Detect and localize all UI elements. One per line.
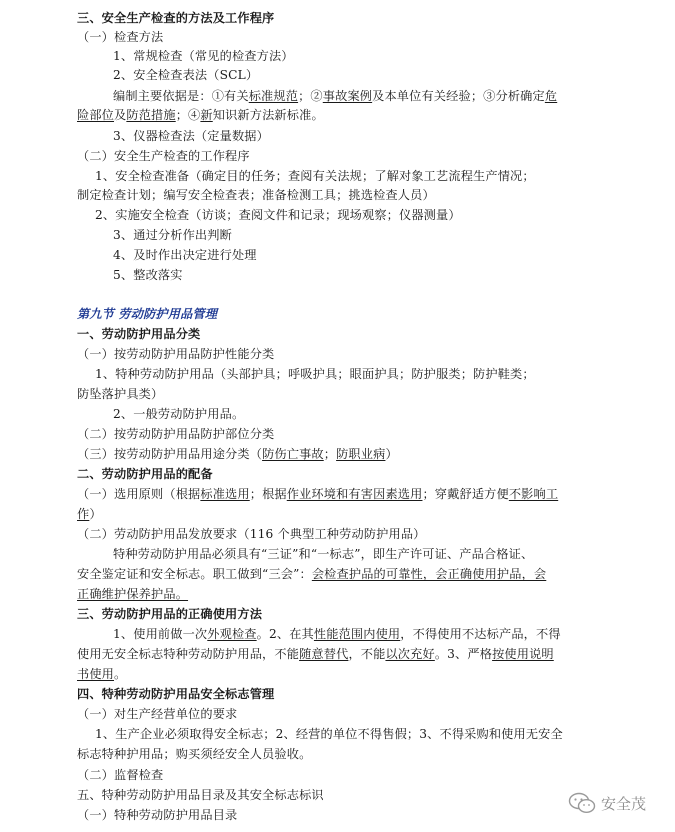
text-segment: 及 — [114, 108, 127, 122]
text-segment: ） — [89, 507, 102, 521]
text-line — [77, 306, 217, 322]
text-segment: 4、及时作出决定进行处理 — [113, 248, 257, 262]
text-line — [95, 168, 535, 184]
text-segment: 3、通过分析作出判断 — [113, 228, 232, 242]
text-line — [77, 346, 274, 362]
text-segment: 1、使用前做一次 — [113, 627, 208, 641]
text-line — [77, 446, 398, 462]
text-line — [77, 606, 262, 622]
text-line — [113, 546, 533, 562]
text-line — [113, 626, 561, 642]
text-line — [77, 486, 558, 502]
text-segment: 2、安全检查表法（SCL） — [113, 68, 259, 82]
text-line — [77, 466, 213, 482]
text-segment: 编制主要依据是：①有关 — [113, 89, 249, 103]
watermark — [568, 792, 646, 814]
text-segment: （二）劳动防护用品发放要求（116 个典型工种劳动防护用品） — [77, 527, 426, 541]
text-line — [77, 586, 188, 602]
text-segment: 二、劳动防护用品的配备 — [77, 467, 213, 481]
underlined-text: 不影响工 — [508, 487, 559, 501]
text-line — [77, 107, 324, 123]
text-line — [77, 767, 163, 783]
text-segment: （三）按劳动防护用品用途分类（ — [77, 447, 263, 461]
underlined-text: 以次充好 — [385, 647, 435, 661]
underlined-text: 险部位 — [77, 108, 115, 122]
text-segment: 五、特种劳动防护用品目录及其安全标志标识 — [77, 788, 324, 802]
underlined-text: 性能范围内使用 — [313, 627, 401, 641]
text-line — [113, 67, 258, 83]
text-segment: 知识新方法新标准。 — [212, 108, 324, 122]
text-segment: 防坠落护具类） — [77, 387, 164, 401]
text-line — [95, 726, 563, 742]
text-line — [113, 48, 294, 64]
text-segment: 安全鉴定证和安全标志。职工做到“三会”： — [77, 567, 312, 581]
text-line — [77, 426, 274, 442]
text-segment: （一）按劳动防护用品防护性能分类 — [77, 347, 275, 361]
text-segment: ；② — [298, 89, 323, 103]
text-segment: ；穿戴舒适方便 — [422, 487, 509, 501]
underlined-text: 会检查护品的可靠性，会正确使用护品，会 — [311, 567, 547, 581]
text-segment: 1、生产企业必须取得安全标志；2、经营的单位不得售假；3、不得采购和使用无安全 — [95, 727, 563, 741]
text-segment: 。 — [114, 667, 127, 681]
text-segment: 第九节 劳动防护用品管理 — [77, 307, 218, 321]
text-segment: （一）特种劳动防护用品目录 — [77, 808, 238, 822]
text-segment: 及本单位有关经验；③分析确定 — [372, 89, 545, 103]
text-line — [77, 646, 554, 662]
text-line — [113, 247, 257, 263]
underlined-text: 作业环境和有害因素选用 — [286, 487, 423, 501]
text-line — [113, 227, 232, 243]
underlined-text: 按使用说明 — [492, 647, 554, 661]
text-line — [77, 148, 250, 164]
text-line — [77, 326, 200, 342]
text-segment: 标志特种护用品；购买须经安全人员验收。 — [77, 747, 312, 761]
text-line — [77, 787, 324, 803]
underlined-text: 正确维护保养护品。 — [77, 587, 189, 601]
text-segment: 一、劳动防护用品分类 — [77, 327, 201, 341]
text-line — [77, 566, 546, 582]
underlined-text: 外观检查 — [207, 627, 257, 641]
text-line — [77, 706, 237, 722]
text-segment: 5、整改落实 — [113, 268, 183, 282]
text-segment: 制定检查计划；编写安全检查表；准备检测工具；挑选检查人员） — [77, 188, 435, 202]
underlined-text: 标准选用 — [200, 487, 250, 501]
text-segment: 3、仪器检查法（定量数据） — [113, 129, 269, 143]
underlined-text: 防范措施 — [126, 108, 176, 122]
text-segment: 。3、严格 — [434, 647, 493, 661]
text-line — [77, 686, 274, 702]
underlined-text: 新 — [200, 108, 213, 122]
text-segment: ；④ — [175, 108, 201, 122]
underlined-text: 防职业病 — [336, 447, 386, 461]
underlined-text: 书使用 — [77, 667, 115, 681]
text-segment: （一）检查方法 — [77, 30, 164, 44]
text-segment: 三、劳动防护用品的正确使用方法 — [77, 607, 263, 621]
text-segment: 2、一般劳动防护用品。 — [113, 407, 245, 421]
text-segment: 三、安全生产检查的方法及工作程序 — [77, 11, 275, 25]
text-line — [77, 526, 426, 542]
text-segment: ，不得使用不达标产品，不得 — [400, 627, 561, 641]
text-segment: （一）对生产经营单位的要求 — [77, 707, 238, 721]
text-line — [77, 386, 163, 402]
text-segment: （二）安全生产检查的工作程序 — [77, 149, 250, 163]
text-segment: （一）选用原则（根据 — [77, 487, 201, 501]
text-line — [77, 666, 126, 682]
text-segment: 特种劳动防护用品必须具有“三证”和“一标志”，即生产许可证、产品合格证、 — [113, 547, 534, 561]
text-line — [77, 807, 237, 823]
text-line — [113, 267, 183, 283]
text-segment: ； — [323, 447, 337, 461]
text-line — [77, 187, 435, 203]
text-segment: ） — [385, 447, 398, 461]
text-segment: 1、特种劳动防护用品（头部护具；呼吸护具；眼面护具；防护服类；防护鞋类； — [95, 367, 535, 381]
text-line — [95, 207, 461, 223]
text-line — [95, 366, 535, 382]
text-line — [77, 746, 311, 762]
text-segment: 使用无安全标志特种劳动防护用品，不能 — [77, 647, 300, 661]
text-line — [77, 29, 163, 45]
watermark-text: 安全茂 — [601, 794, 647, 813]
text-segment: （二）监督检查 — [77, 768, 164, 782]
text-segment: 2、实施安全检查（访谈；查阅文件和记录；现场观察；仪器测量） — [95, 208, 461, 222]
underlined-text: 随意替代 — [299, 647, 349, 661]
text-line — [113, 406, 244, 422]
text-segment: ；根据 — [249, 487, 287, 501]
underlined-text: 作 — [77, 507, 90, 521]
underlined-text: 危 — [544, 89, 558, 103]
text-line — [77, 10, 274, 26]
text-line — [113, 128, 269, 144]
underlined-text: 防伤亡事故 — [262, 447, 324, 461]
text-line — [77, 506, 102, 522]
underlined-text: 标准规范 — [248, 89, 299, 103]
text-segment: 1、安全检查准备（确定目的任务；查阅有关法规；了解对象工艺流程生产情况； — [95, 169, 535, 183]
wechat-icon — [568, 792, 596, 814]
text-segment: （二）按劳动防护用品防护部位分类 — [77, 427, 275, 441]
text-line — [113, 88, 557, 104]
text-segment: 四、特种劳动防护用品安全标志管理 — [77, 687, 275, 701]
text-segment: 。2、在其 — [256, 627, 314, 641]
text-segment: 1、常规检查（常见的检查方法） — [113, 49, 294, 63]
underlined-text: 事故案例 — [322, 89, 373, 103]
text-segment: ，不能 — [348, 647, 386, 661]
